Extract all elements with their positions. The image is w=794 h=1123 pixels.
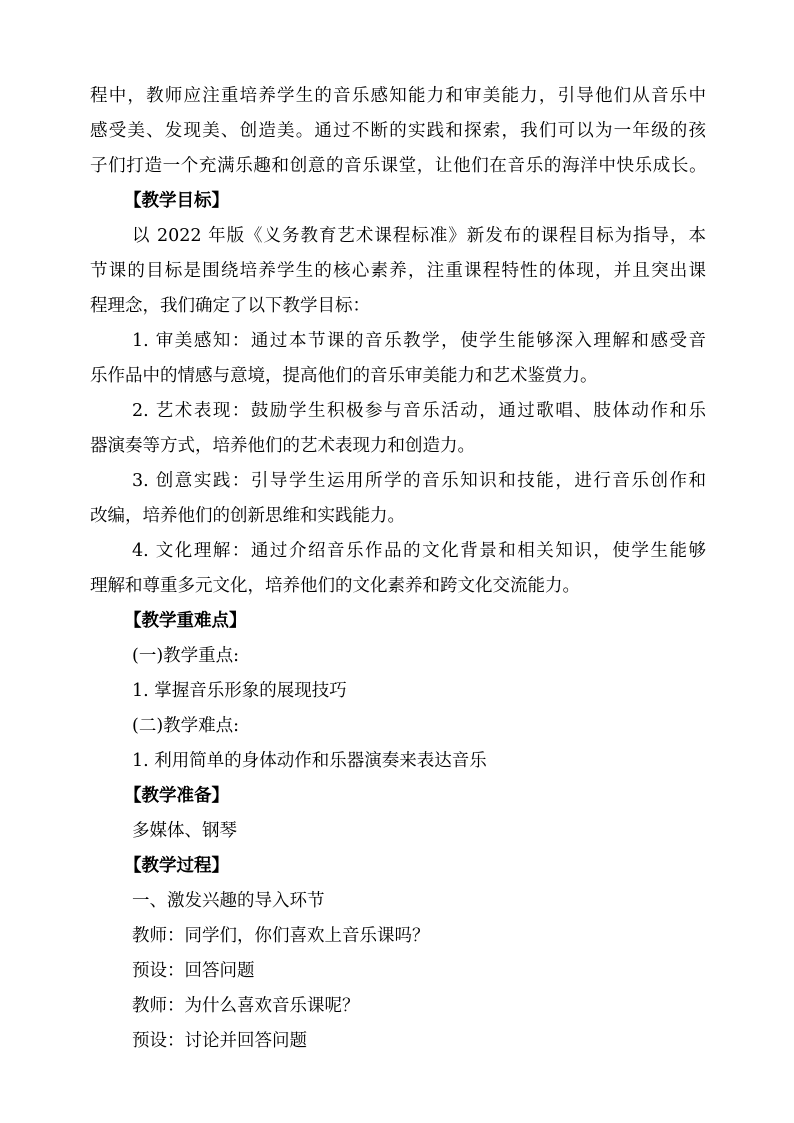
process-step: 一、激发兴趣的导入环节: [132, 891, 325, 911]
dialog-line: 教师：同学们，你们喜欢上音乐课吗？: [132, 926, 430, 946]
key-points-heading: 【教学重难点】: [124, 611, 247, 631]
objective-item: 3. 创意实践：引导学生运用所学的音乐知识和技能，进行音乐创作和: [132, 471, 706, 491]
key-point-subheading: (一)教学重点:: [132, 646, 240, 666]
dialog-line: 教师：为什么喜欢音乐课呢？: [132, 996, 360, 1016]
objective-item-continuation: 理解和尊重多元文化，培养他们的文化素养和跨文化交流能力。: [90, 576, 580, 596]
difficulty-item: 1. 利用简单的身体动作和乐器演奏来表达音乐: [132, 751, 487, 771]
key-point-item: 1. 掌握音乐形象的展现技巧: [132, 681, 347, 701]
objective-item-continuation: 改编，培养他们的创新思维和实践能力。: [90, 506, 405, 526]
objectives-heading: 【教学目标】: [124, 191, 229, 211]
intro-paragraph-line: 程中，教师应注重培养学生的音乐感知能力和审美能力，引导他们从音乐中: [90, 86, 706, 106]
objective-item: 1. 审美感知：通过本节课的音乐教学，使学生能够深入理解和感受音: [132, 331, 706, 351]
objectives-intro-line: 以 2022 年版《义务教育艺术课程标准》新发布的课程目标为指导，本: [132, 226, 706, 246]
intro-paragraph-line: 感受美、发现美、创造美。通过不断的实践和探索，我们可以为一年级的孩: [90, 121, 706, 141]
intro-paragraph-line: 子们打造一个充满乐趣和创意的音乐课堂，让他们在音乐的海洋中快乐成长。: [90, 156, 706, 176]
dialog-line: 预设：回答问题: [132, 961, 255, 981]
preparation-content: 多媒体、钢琴: [132, 821, 237, 841]
process-heading: 【教学过程】: [124, 856, 229, 876]
objective-item-continuation: 乐作品中的情感与意境，提高他们的音乐审美能力和艺术鉴赏力。: [90, 366, 598, 386]
objective-item: 4. 文化理解：通过介绍音乐作品的文化背景和相关知识，使学生能够: [132, 541, 706, 561]
objectives-intro-line: 程理念，我们确定了以下教学目标：: [90, 296, 370, 316]
objective-item: 2. 艺术表现：鼓励学生积极参与音乐活动，通过歌唱、肢体动作和乐: [132, 401, 706, 421]
preparation-heading: 【教学准备】: [124, 786, 229, 806]
objectives-intro-line: 节课的目标是围绕培养学生的核心素养，注重课程特性的体现，并且突出课: [90, 261, 706, 281]
difficulty-subheading: (二)教学难点:: [132, 716, 240, 736]
dialog-line: 预设：讨论并回答问题: [132, 1031, 307, 1051]
objective-item-continuation: 器演奏等方式，培养他们的艺术表现力和创造力。: [90, 436, 475, 456]
